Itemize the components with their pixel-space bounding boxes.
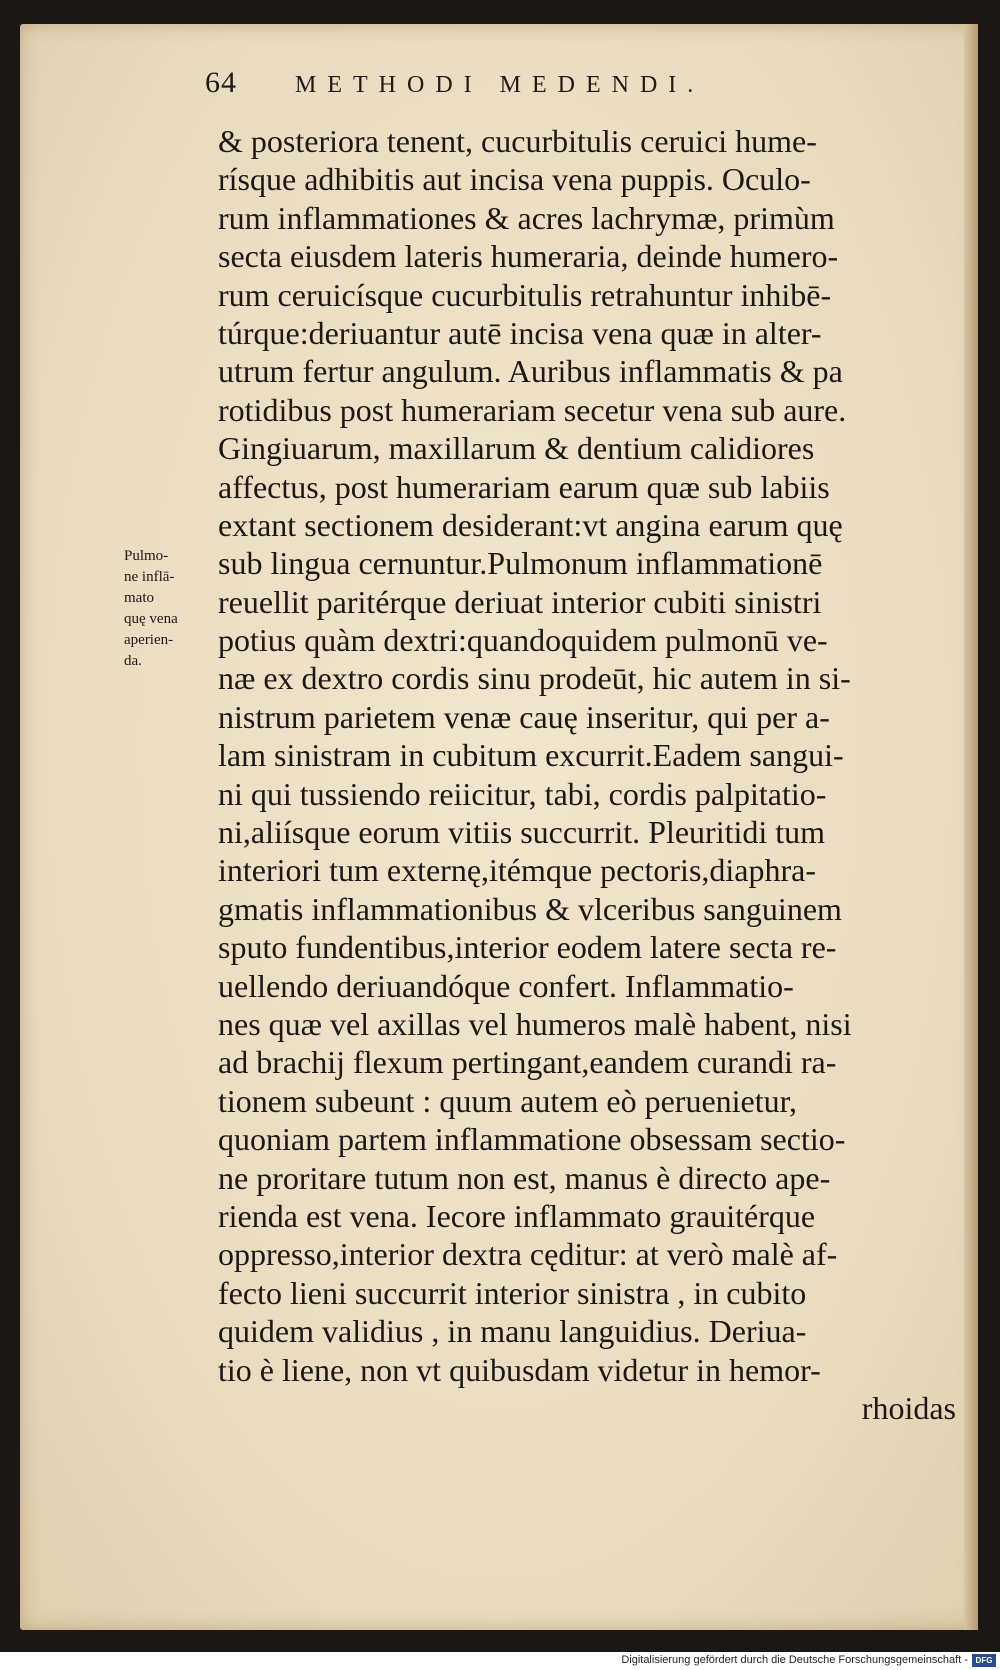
text-line: rum inflammationes & acres lachrymæ, primùm — [218, 199, 835, 236]
text-line: oppresso,interior dextra cęditur: at verò malè af- — [218, 1236, 838, 1273]
text-line: rum ceruicísque cucurbitulis retrahuntur inhibē- — [218, 276, 832, 313]
text-line: potius quàm dextri:quandoquidem pulmonū ve- — [218, 622, 828, 659]
catchword: rhoidas — [861, 1389, 956, 1426]
text-line: sub lingua cernuntur.Pulmonum inflammationē — [218, 545, 823, 582]
dfg-logo-icon: DFG — [972, 1654, 996, 1667]
text-line: rotidibus post humerariam secetur vena sub aure. — [218, 391, 847, 428]
margin-note-line: Pulmo- — [124, 548, 169, 564]
text-line: ni,aliísque eorum vitiis succurrit. Pleuritidi tum — [218, 814, 826, 851]
margin-note-line: da. — [124, 653, 142, 669]
body-text — [218, 122, 970, 1427]
footer-credit: Digitalisierung gefördert durch die Deutsche Forschungsgemeinschaft - — [621, 1654, 968, 1666]
text-line: utrum fertur angulum. Auribus inflammatis & pa — [218, 353, 843, 390]
text-line: ni qui tussiendo reiicitur, tabi, cordis palpitatio- — [218, 775, 827, 812]
page-header — [205, 66, 845, 114]
text-line: gmatis inflammationibus & vlceribus sanguinem — [218, 890, 842, 927]
text-line: sputo fundentibus,interior eodem latere secta re- — [218, 929, 837, 966]
text-line: Gingiuarum, maxillarum & dentium calidiores — [218, 430, 815, 467]
margin-note-line: mato — [124, 590, 154, 606]
text-line: ne proritare tutum non est, manus è directo ape- — [218, 1159, 831, 1196]
running-title: METHODI MEDENDI. — [295, 72, 705, 98]
margin-note-line: ne inflā- — [124, 569, 175, 585]
text-line: nistrum parietem venæ cauę inseritur, qui per a- — [218, 698, 830, 735]
text-line: tio è liene, non vt quibusdam videtur in hemor- — [218, 1351, 821, 1388]
text-line: næ ex dextro cordis sinu prodeūt, hic autem in si- — [218, 660, 851, 697]
margin-note-line: aperien- — [124, 632, 174, 648]
text-line: quidem validius , in manu languidius. Deriua- — [218, 1313, 807, 1350]
text-line: ad brachij flexum pertingant,eandem curandi ra- — [218, 1044, 837, 1081]
margin-note-line: quę vena — [124, 611, 178, 627]
text-line: quoniam partem inflammatione obsessam sectio- — [218, 1121, 846, 1158]
text-line: reuellit paritérque deriuat interior cubiti sinistri — [218, 583, 822, 620]
text-line: rísque adhibitis aut incisa vena puppis. Oculo- — [218, 161, 811, 198]
text-line: extant sectionem desiderant:vt angina earum quę — [218, 506, 843, 543]
text-line: uellendo deriuandóque confert. Inflammatio- — [218, 967, 794, 1004]
text-line: secta eiusdem lateris humeraria, deinde humero- — [218, 238, 839, 275]
text-line: tionem subeunt : quum autem eò peruenietur, — [218, 1082, 798, 1119]
digitization-footer — [0, 1652, 1000, 1670]
page-number: 64 — [205, 66, 237, 99]
margin-note — [124, 546, 222, 672]
text-line: rienda est vena. Iecore inflammato grauitérque — [218, 1197, 816, 1234]
text-line: affectus, post humerariam earum quæ sub labiis — [218, 468, 830, 505]
text-line: nes quæ vel axillas vel humeros malè habent, nisi — [218, 1005, 852, 1042]
text-line: interiori tum externę,itémque pectoris,diaphra- — [218, 852, 816, 889]
text-line: lam sinistram in cubitum excurrit.Eadem sangui- — [218, 737, 844, 774]
text-line: túrque:deriuantur autē incisa vena quæ in alter- — [218, 314, 822, 351]
text-line: & posteriora tenent, cucurbitulis ceruici hume- — [218, 123, 817, 159]
text-line: fecto lieni succurrit interior sinistra , in cubito — [218, 1274, 807, 1311]
